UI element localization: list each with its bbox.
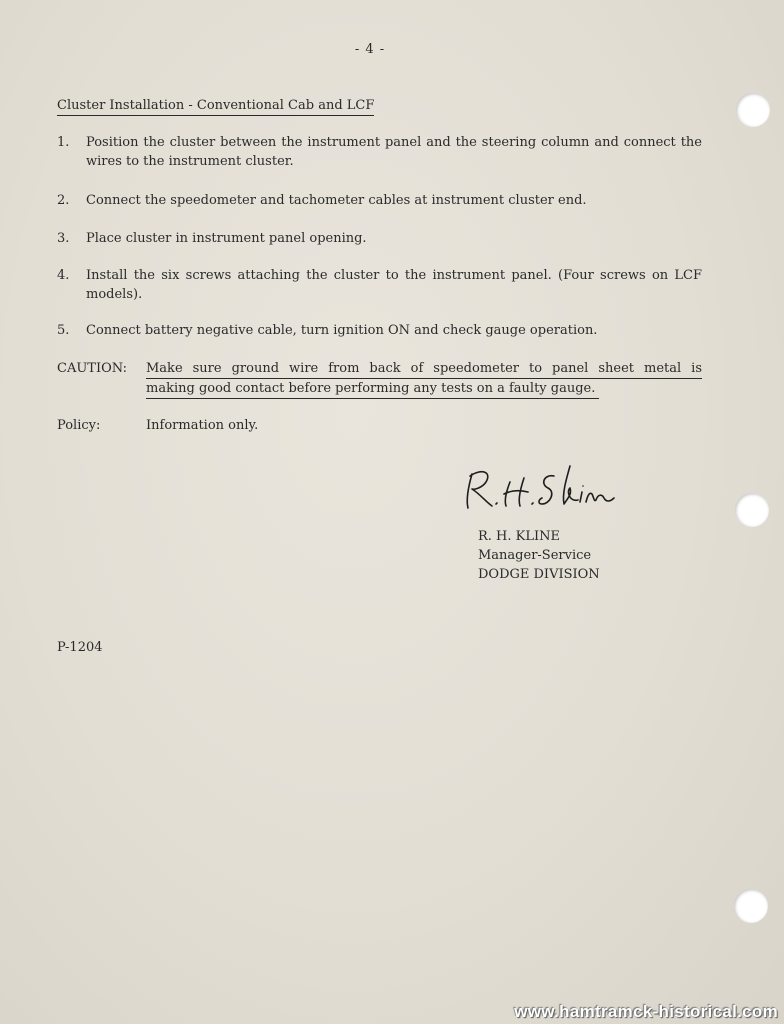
caution-line-1: Make sure ground wire from back of speedometer to panel sheet metal is: [146, 359, 702, 379]
caution-text: [146, 359, 702, 399]
list-item: [57, 321, 702, 340]
signer-title: Manager-Service: [478, 548, 592, 563]
binder-hole: [734, 889, 768, 923]
signature-block: [478, 527, 600, 584]
signer-division: DODGE DIVISION: [478, 567, 600, 582]
binder-hole: [736, 93, 770, 127]
caution-label: CAUTION:: [57, 361, 128, 376]
policy-value: Information only.: [146, 418, 259, 433]
caution-line-2: making good contact before performing any tests on a faulty gauge.: [146, 379, 599, 399]
page-number: - 4 -: [354, 42, 386, 57]
step-text: Install the six screws attaching the cluster to the instrument panel. (Four screws on LCF models).: [86, 268, 702, 302]
list-item: [57, 229, 702, 248]
handwritten-signature: [458, 458, 618, 518]
step-text: Position the cluster between the instrument panel and the steering column and connect the wires to the instrument cluster.: [86, 135, 702, 169]
step-text: Connect the speedometer and tachometer cables at instrument cluster end.: [86, 193, 587, 208]
list-item: [57, 191, 702, 210]
watermark: www.hamtramck-historical.com: [514, 1002, 778, 1021]
step-number: 5.: [57, 323, 70, 338]
step-number: 1.: [57, 135, 70, 150]
policy-label: Policy:: [57, 418, 101, 433]
step-number: 2.: [57, 193, 70, 208]
step-number: 4.: [57, 268, 70, 283]
list-item: [57, 133, 702, 171]
binder-hole: [735, 493, 769, 527]
signer-name: R. H. KLINE: [478, 529, 560, 544]
document-code: P-1204: [57, 640, 103, 655]
step-text: Place cluster in instrument panel opening.: [86, 231, 367, 246]
list-item: [57, 266, 702, 304]
step-number: 3.: [57, 231, 70, 246]
section-heading: Cluster Installation - Conventional Cab and LCF: [57, 98, 374, 116]
step-text: Connect battery negative cable, turn ignition ON and check gauge operation.: [86, 323, 598, 338]
